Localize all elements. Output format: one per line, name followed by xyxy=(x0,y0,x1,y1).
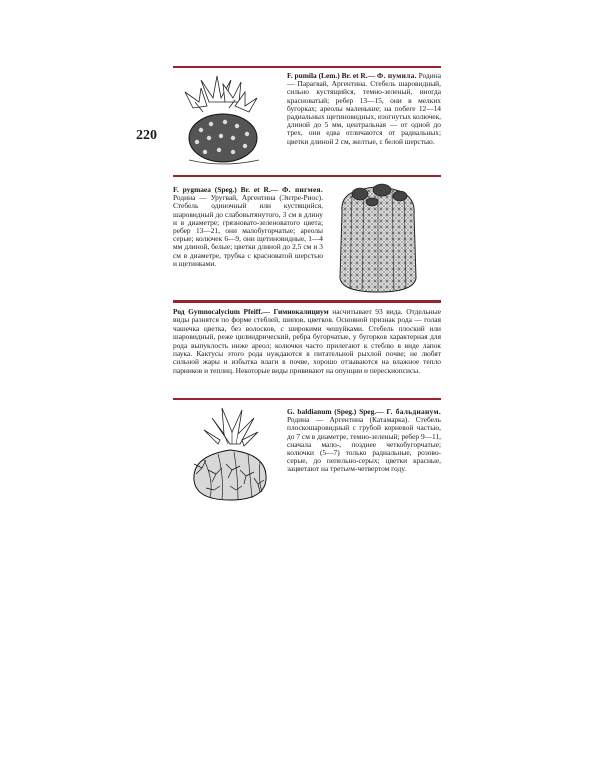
page-number: 220 xyxy=(136,128,157,143)
divider-1 xyxy=(173,175,441,177)
entry-pumila-russian: Ф. пумила. xyxy=(376,71,417,80)
entry-baldianum-latin: G. baldianum (Speg.) Speg.— xyxy=(287,407,384,416)
entry-baldianum-russian: Г. бальдианум. xyxy=(386,407,441,416)
gymnocalycium-illustration xyxy=(184,404,276,504)
entry-baldianum xyxy=(287,408,441,474)
genus-description xyxy=(173,308,441,375)
genus-russian: Гимнокалициум xyxy=(273,307,329,316)
entry-pygmaea xyxy=(173,186,323,268)
spiny-cactus-illustration xyxy=(330,182,426,296)
entry-pygmaea-body: Родина — Уругвай, Аргентина (Энтре-Риос). Стебель одиночный или кустящийся, шаровидный до слабовытянутого, 3 см в длину и в диаметре; грязновато-зеленоватого цвета; ребер 13—21, они малобугорчатые; ареолы серые; колючек 6—9, они щетиновидные, 1—4 мм длиной, белые; цветки длиной до 2,5 см и 3 см в диаметре, трубка с красноватой шерстью и щетинками. xyxy=(173,193,323,268)
genus-body: насчитывает 93 вида. Отдельные виды разнятся по форме стеблей, шипов, цветков. Основной признак рода — голая чашечка цветка, без волосков, с широкими чешуйками. Стебель плоский или шаровидный, реже цилиндрический, ребра бугорчатые, у бугорков характерная для рода выпуклость ниже ареол; колючки часто прилегают к стеблю в виде лапок паука. Кактусы этого рода нуждаются в питательной рыхлой почве; не любят сильной жары и избытка влаги в почве, хорошо отзываются на влажное тепло парников и теплиц. Некоторые виды прививают на опунции и перескиопсисы. xyxy=(173,307,441,375)
entry-pumila-body: Родина — Парагвай, Аргентина. Стебель шаровидный, сильно кустящийся, темно-зеленый, иногда красноватый; ребер 13—15, они в мелких бугорках; ареолы маленькие; на побеге 12—14 радиальных щетиновидных, изогнутых колючек, длиной до 5 мм, центральная — от одной до трех, они едва отличаются от радиальных; цветки длиной 2 см, желтые, с белой шерстью. xyxy=(287,71,442,146)
genus-latin: Род Gymnocalycium Pfeiff.— xyxy=(173,307,270,316)
entry-pumila xyxy=(287,72,441,146)
flowering-cactus-illustration xyxy=(179,72,271,168)
divider-top xyxy=(173,66,441,68)
entry-pumila-latin: F. pumila (Lem.) Br. et R.— xyxy=(287,71,375,80)
divider-3 xyxy=(173,398,441,400)
entry-pygmaea-russian: Ф. пигмея. xyxy=(281,185,323,194)
divider-2 xyxy=(173,300,441,303)
entry-pygmaea-latin: F. pygmaea (Speg.) Br. et R.— xyxy=(173,185,279,194)
entry-baldianum-body: Родина — Аргентина (Катамарка). Стебель плоскошаровидный с грубой корневой частью, до 7 см в диаметре, темно-зеленый; ребер 9—11, сначала мало-, позднее четкобугорчатые; колючки (5—7) только радиальные, розово-серые, до пепельно-серых; цветки красные, зацветают на третьем-четвертом году. xyxy=(287,415,441,474)
